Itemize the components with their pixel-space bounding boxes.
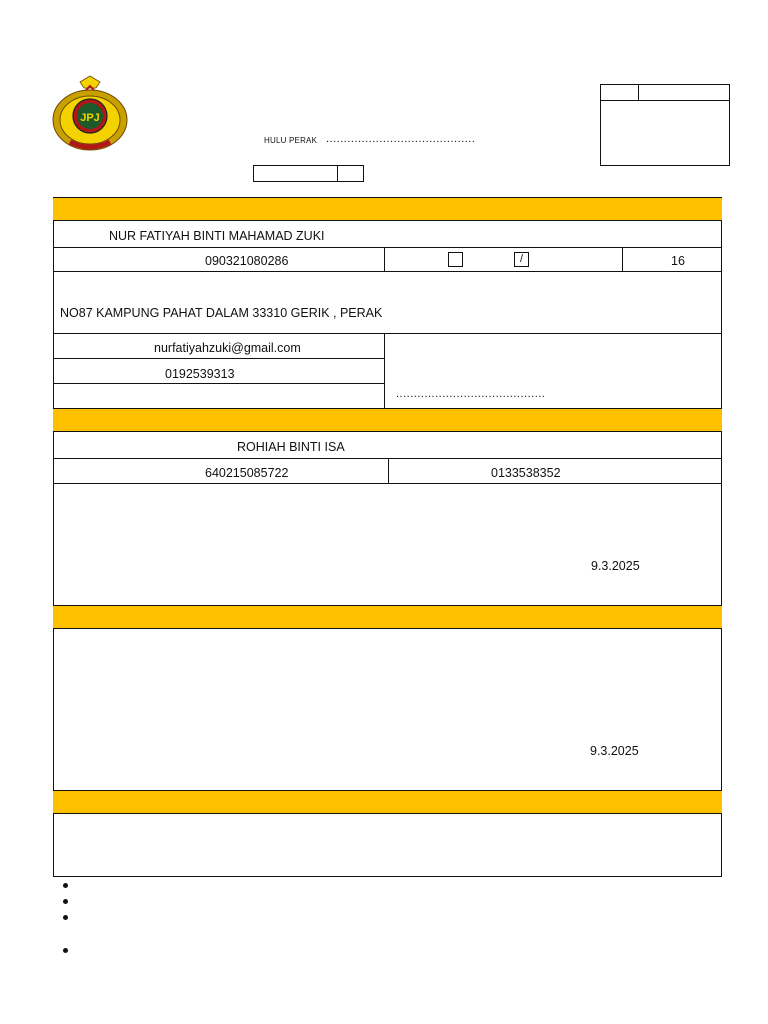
section-applicant-band <box>53 197 722 221</box>
gender-male-checkbox[interactable] <box>448 252 463 267</box>
section-three-band <box>53 605 722 629</box>
applicant-phone: 0192539313 <box>165 367 235 381</box>
section-four-band <box>53 790 722 814</box>
form-frame <box>53 197 722 877</box>
guardian-name: ROHIAH BINTI ISA <box>237 440 345 454</box>
note-bullet <box>63 948 68 953</box>
applicant-age: 16 <box>671 254 685 268</box>
office-use-box <box>600 84 730 166</box>
section-three-date: 9.3.2025 <box>590 744 639 758</box>
guardian-date: 9.3.2025 <box>591 559 640 573</box>
guardian-phone: 0133538352 <box>491 466 561 480</box>
applicant-address: NO87 KAMPUNG PAHAT DALAM 33310 GERIK , PERAK <box>60 306 383 320</box>
svg-text:JPJ: JPJ <box>80 112 100 124</box>
note-bullet <box>63 899 68 904</box>
applicant-name: NUR FATIYAH BINTI MAHAMAD ZUKI <box>109 229 325 243</box>
location-dots: .......................................... <box>326 133 476 145</box>
applicant-ic-number: 090321080286 <box>205 254 289 268</box>
applicant-signature-dots: .......................................... <box>396 388 546 400</box>
guardian-ic-number: 640215085722 <box>205 466 289 480</box>
section-guardian-band <box>53 408 722 432</box>
note-bullet <box>63 883 68 888</box>
applicant-email: nurfatiyahzuki@gmail.com <box>154 341 301 355</box>
location-label: HULU PERAK <box>264 136 318 145</box>
reference-box <box>253 165 364 182</box>
gender-female-checkbox[interactable]: / <box>514 252 529 267</box>
jpj-emblem-logo <box>50 74 130 156</box>
note-bullet <box>63 915 68 920</box>
